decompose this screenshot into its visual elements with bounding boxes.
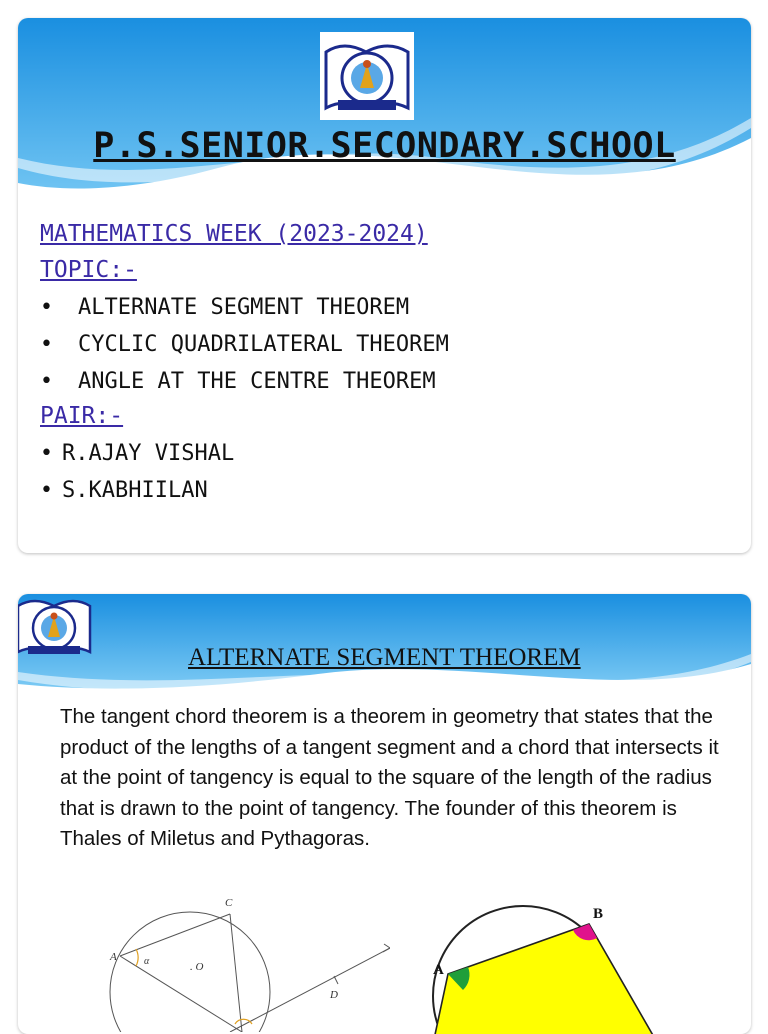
topic-item: • ALTERNATE SEGMENT THEOREM (40, 293, 449, 330)
section-title: ALTERNATE SEGMENT THEOREM (188, 644, 581, 671)
theorem-slide (18, 594, 751, 1034)
topic-item: • CYCLIC QUADRILATERAL THEOREM (40, 330, 449, 367)
label-a: A (110, 951, 117, 963)
title-slide (18, 18, 751, 553)
topic-item: • ANGLE AT THE CENTRE THEOREM (40, 367, 449, 404)
pair-member: • S.KABHIILAN (40, 476, 234, 513)
bullet-icon: • (40, 478, 53, 503)
pair-member: • R.AJAY VISHAL (40, 439, 234, 476)
label-o: . O (190, 961, 204, 973)
pair-list (40, 439, 234, 513)
bullet-icon: • (40, 441, 53, 466)
label-alpha: α (144, 956, 150, 967)
topic-list (40, 293, 449, 404)
label-c: C (225, 897, 233, 909)
school-name: P.S.SENIOR.SECONDARY.SCHOOL (93, 126, 676, 166)
theorem-description: The tangent chord theorem is a theorem in geometry that states that the product of the lengths of a tangent segment and a chord that intersects it at the point of tangency is equal to the square of the length of the radius that is drawn to the point of tangency. The founder of this theorem is Thales of Miletus and Pythagoras. (60, 705, 719, 850)
label-a: A (433, 962, 444, 978)
label-b: B (593, 906, 604, 922)
school-crest-icon (18, 594, 94, 662)
topic-label: TOPIC:- (40, 257, 137, 283)
tangent-chord-diagram (80, 892, 390, 1032)
school-crest-icon (320, 32, 414, 120)
bullet-icon: • (40, 295, 53, 320)
event-heading: MATHEMATICS WEEK (2023-2024) (40, 221, 428, 247)
cyclic-triangle-diagram (413, 894, 713, 1034)
pair-label: PAIR:- (40, 403, 124, 429)
bullet-icon: • (40, 369, 53, 394)
label-d: D (330, 989, 338, 1001)
bullet-icon: • (40, 332, 53, 357)
